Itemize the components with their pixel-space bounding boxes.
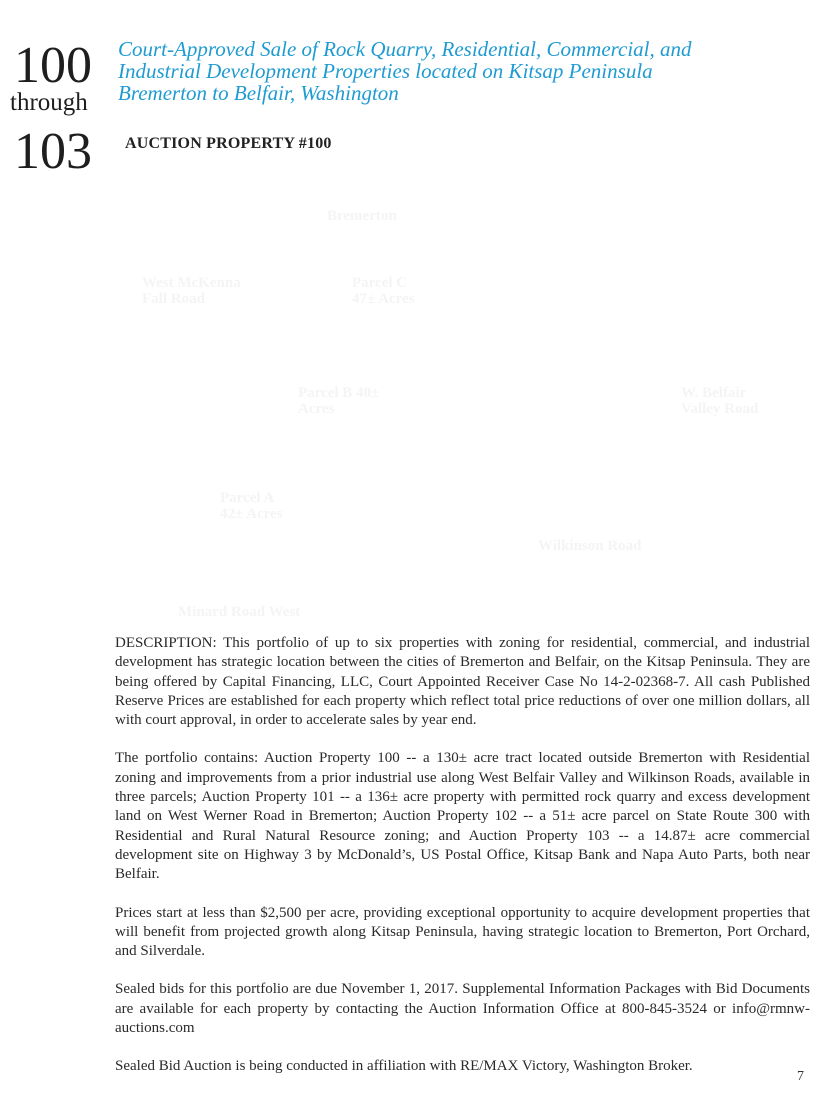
portfolio-paragraph: The portfolio contains: Auction Property 100 -- a 130± acre tract located outside Bremerton with Residential zoning and improvements from a prior industrial use along West Belfair Valley and Wilkinson Roads, available in three parcels; Auction Property 101 -- a 136± acre property with permitted rock quarry and excess development land on West Werner Road in Bremerton; Auction Property 102 -- a 51± acre parcel on State Route 300 with Residential and Rural Natural Resource zoning; and Auction Property 103 -- a 14.87± acre commercial development site on Highway 3 by McDonald’s, US Postal Office, Kitsap Bank and Napa Auto Parts, both near Belfair.	[115, 750, 810, 883]
sealed-bids-paragraph: Sealed bids for this portfolio are due November 1, 2017. Supplemental Information Packages with Bid Documents are available for each property by contacting the Auction Information Office at 800-845-3524 or info@rmnw-auctions.com	[115, 981, 810, 1037]
headline-line: Industrial Development Properties located on Kitsap Peninsula	[118, 59, 653, 83]
map-label-parcel-c: Parcel C 47± Acres	[352, 275, 415, 307]
range-through-word: through	[10, 89, 88, 116]
description-paragraph: DESCRIPTION: This portfolio of up to six properties with zoning for residential, commercial, and industrial development has strategic location between the cities of Bremerton and Belfair, on the Kitsap Peninsula. They are being offered by Capital Financing, LLC, Court Appointed Receiver Case No 14-2-02368-7. All cash Published Reserve Prices are established for each property which reflect total price reductions of over one million dollars, all with court approval, in order to accelerate sales by year end.	[115, 635, 810, 729]
pricing-paragraph: Prices start at less than $2,500 per acre, providing exceptional opportunity to acquire development properties that will benefit from projected growth along Kitsap Peninsula, having strategic location to Bremerton, Port Orchard, and Silverdale.	[115, 904, 810, 960]
map-label-west-mckenna-fall-road: West McKenna Fall Road	[142, 275, 241, 307]
headline-line: Bremerton to Belfair, Washington	[118, 81, 399, 105]
map-label-minard-road-west: Minard Road West	[178, 604, 301, 620]
page-number: 7	[797, 1069, 804, 1084]
headline-line: Court-Approved Sale of Rock Quarry, Residential, Commercial, and	[118, 37, 692, 61]
map-label-wilkinson-road: Wilkinson Road	[538, 538, 642, 554]
map-label-w-belfair-valley-road: W. Belfair Valley Road	[681, 385, 759, 417]
auction-property-label: AUCTION PROPERTY #100	[125, 135, 332, 152]
map-label-parcel-b: Parcel B 40± Acres	[298, 385, 380, 417]
range-end-number: 103	[14, 123, 92, 180]
range-start-number: 100	[14, 37, 92, 94]
affiliation-paragraph: Sealed Bid Auction is being conducted in affiliation with RE/MAX Victory, Washington Broker.	[115, 1058, 693, 1075]
map-label-parcel-a: Parcel A 42± Acres	[220, 490, 283, 522]
map-label-bremerton: Bremerton	[327, 208, 397, 224]
description-body	[115, 634, 810, 1096]
page-headline	[118, 38, 798, 104]
